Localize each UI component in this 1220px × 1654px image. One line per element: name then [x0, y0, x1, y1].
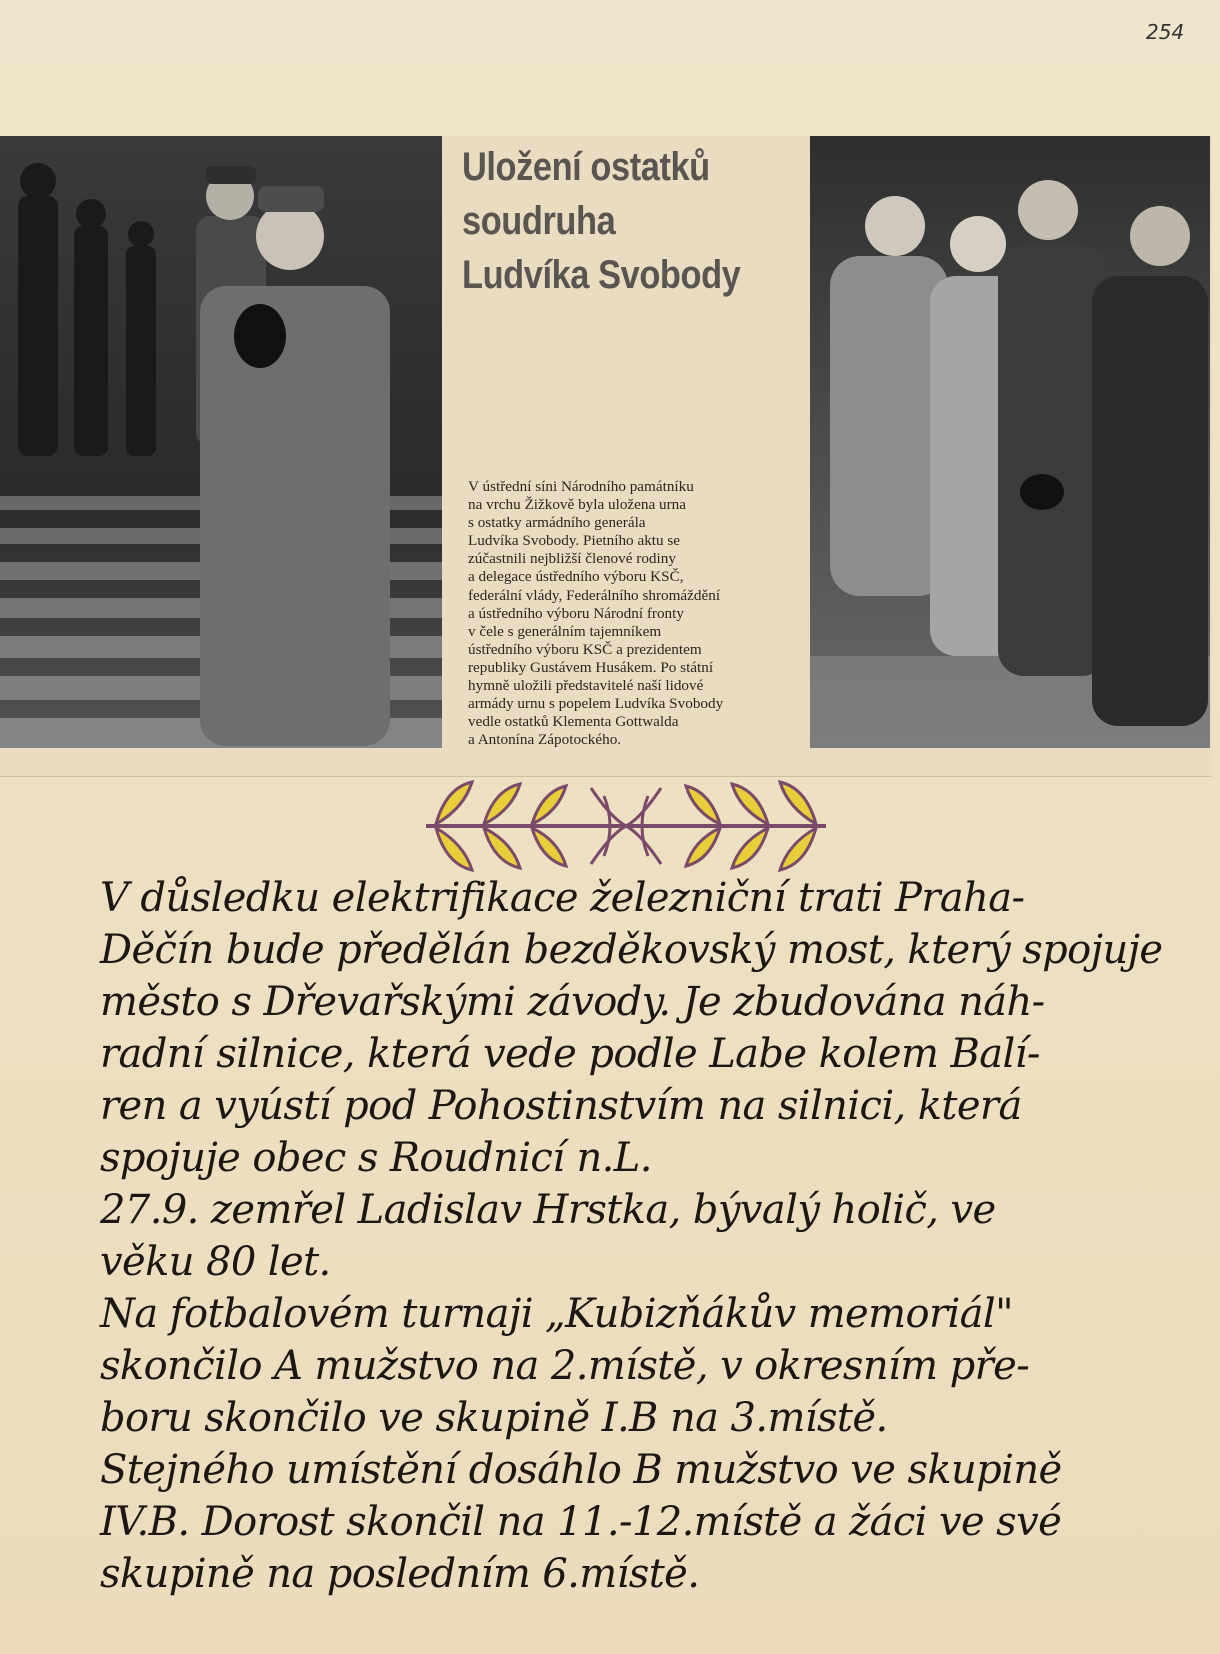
newspaper-clipping	[0, 136, 1212, 777]
handwritten-line: boru skončilo ve skupině I.B na 3.místě.	[100, 1395, 888, 1441]
photo-delegation	[810, 136, 1210, 748]
handwritten-line: ren a vyústí pod Pohostinstvím na silnici, která	[100, 1083, 1022, 1129]
caption-line: na vrchu Žižkově byla uložena urna	[468, 496, 687, 514]
caption-line: V ústřední síni Národního památníku	[468, 478, 694, 495]
clipping-headline	[462, 140, 754, 302]
caption-line: v čele s generálním tajemníkem	[468, 622, 662, 640]
caption-line: federální vlády, Federálního shromáždění	[468, 586, 721, 604]
caption-line: vedle ostatků Klementa Gottwalda	[468, 713, 679, 731]
caption-line: zúčastnili nejbližší členové rodiny	[468, 550, 676, 568]
handwritten-line: věku 80 let.	[100, 1239, 331, 1285]
handwritten-line: radní silnice, která vede podle Labe kolem Balí-	[100, 1031, 1040, 1077]
headline-line: Uložení ostatků	[462, 145, 710, 189]
handwritten-line: IV.B. Dorost skončil na 11.-12.místě a žáci ve své	[100, 1499, 1062, 1545]
handwritten-line: Děčín bude předělán bezděkovský most, který spojuje	[100, 927, 1163, 973]
handwritten-line: skončilo A mužstvo na 2.místě, v okresním pře-	[100, 1343, 1030, 1389]
handwritten-line: skupině na posledním 6.místě.	[100, 1551, 700, 1597]
handwritten-line: Na fotbalovém turnaji „Kubizňákův memoriál"	[100, 1291, 1013, 1337]
caption-line: ústředního výboru KSČ a prezidentem	[468, 640, 702, 658]
photo-urn-procession	[0, 136, 442, 748]
headline-line: soudruha	[462, 199, 616, 243]
handwritten-line: město s Dřevařskými závody. Je zbudována náh-	[100, 979, 1045, 1025]
caption-line: a Antonína Zápotockého.	[468, 731, 622, 749]
handwritten-line: spojuje obec s Roudnicí n.L.	[100, 1135, 652, 1181]
flower-ornament	[416, 778, 836, 878]
caption-line: s ostatky armádního generála	[468, 514, 646, 532]
clipping-caption	[468, 478, 808, 749]
handwritten-line: 27.9. zemřel Ladislav Hrstka, bývalý holič, ve	[100, 1187, 996, 1233]
caption-line: republiky Gustávem Husákem. Po státní	[468, 658, 714, 676]
page-number: 254	[1146, 20, 1185, 44]
headline-line: Ludvíka Svobody	[462, 253, 741, 297]
handwritten-line: Stejného umístění dosáhlo B mužstvo ve skupině	[100, 1447, 1062, 1493]
caption-line: a ústředního výboru Národní fronty	[468, 604, 684, 622]
handwritten-chronicle-text	[100, 872, 1210, 1600]
caption-line: hymně uložili představitelé naší lidové	[468, 677, 704, 695]
caption-line: Ludvíka Svobody. Pietního aktu se	[468, 532, 681, 550]
caption-line: a delegace ústředního výboru KSČ,	[468, 568, 684, 586]
caption-line: armády urnu s popelem Ludvíka Svobody	[468, 695, 724, 713]
handwritten-line: V důsledku elektrifikace železniční trati Praha-	[100, 875, 1025, 921]
